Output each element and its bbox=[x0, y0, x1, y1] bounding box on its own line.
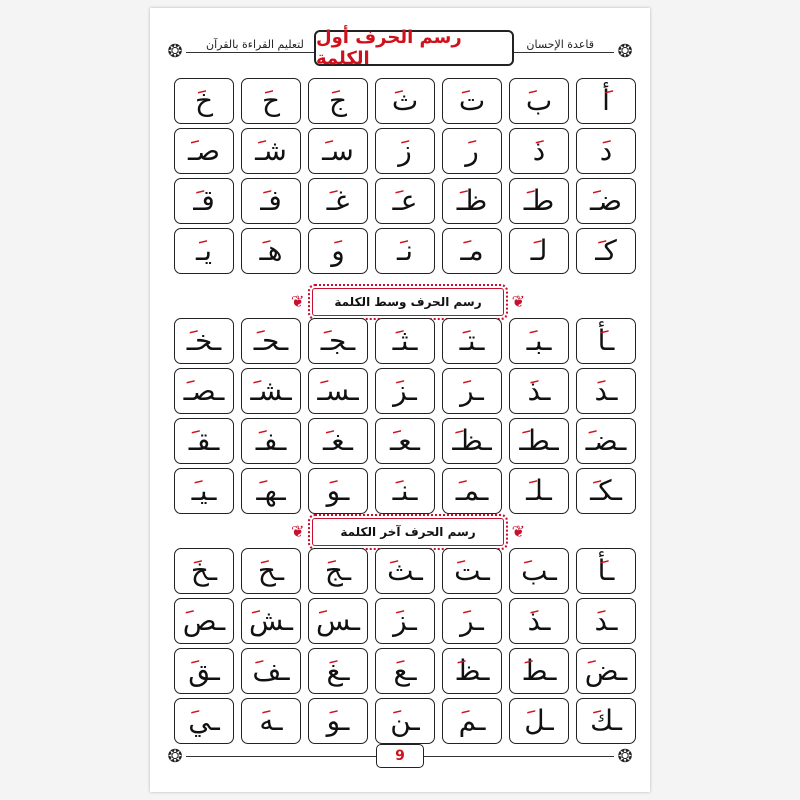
letter-glyph: هـ bbox=[259, 234, 283, 267]
letter-cell bbox=[375, 318, 435, 364]
letter-cell bbox=[576, 418, 636, 464]
letter-glyph: ـر bbox=[460, 604, 484, 637]
letter-glyph: ـه bbox=[259, 704, 283, 737]
letter-cell bbox=[375, 548, 435, 594]
letter-glyph: ـن bbox=[390, 704, 420, 737]
letter-glyph: و bbox=[331, 234, 345, 267]
letter-glyph: ـقـ bbox=[188, 424, 220, 457]
letter-cell bbox=[509, 78, 569, 124]
letter-grid-final bbox=[172, 548, 636, 744]
letter-cell bbox=[442, 228, 502, 274]
section-title-final bbox=[291, 518, 525, 546]
letter-glyph: ـخ bbox=[190, 554, 218, 587]
letter-cell bbox=[174, 548, 234, 594]
letter-glyph: ظـ bbox=[456, 184, 488, 217]
letter-cell bbox=[375, 178, 435, 224]
letter-glyph: ـج bbox=[324, 554, 352, 587]
letter-glyph: ـمـ bbox=[455, 474, 489, 507]
letter-glyph: ـلـ bbox=[526, 474, 552, 507]
letter-cell bbox=[308, 598, 368, 644]
letter-grid-middle bbox=[172, 318, 636, 514]
letter-glyph: لـ bbox=[530, 234, 548, 267]
letter-glyph: ـط bbox=[521, 654, 557, 687]
letter-cell bbox=[308, 368, 368, 414]
ornament-icon: ❂ bbox=[167, 746, 183, 767]
letter-glyph: ـظ bbox=[454, 654, 490, 687]
letter-cell bbox=[241, 228, 301, 274]
flourish-icon: ❦ bbox=[511, 522, 525, 541]
section-title-middle bbox=[291, 288, 525, 316]
letter-glyph: ـب bbox=[521, 554, 557, 587]
letter-cell bbox=[241, 128, 301, 174]
letter-cell bbox=[509, 418, 569, 464]
letter-glyph: شـ bbox=[255, 134, 287, 167]
letter-cell bbox=[576, 648, 636, 694]
letter-glyph: ـل bbox=[524, 704, 554, 737]
page-header bbox=[164, 28, 636, 70]
textbook-page bbox=[150, 8, 650, 792]
letter-cell bbox=[442, 318, 502, 364]
letter-glyph: ـت bbox=[454, 554, 490, 587]
letter-cell bbox=[174, 228, 234, 274]
letter-cell bbox=[174, 698, 234, 744]
letter-cell bbox=[174, 648, 234, 694]
letter-glyph: ـز bbox=[393, 604, 417, 637]
letter-cell bbox=[375, 418, 435, 464]
letter-glyph: ـغ bbox=[326, 654, 350, 687]
letter-glyph: ت bbox=[458, 84, 486, 117]
letter-glyph: ـك bbox=[590, 704, 622, 737]
letter-cell bbox=[576, 318, 636, 364]
letter-cell bbox=[509, 548, 569, 594]
letter-cell bbox=[442, 78, 502, 124]
ornament-icon: ❂ bbox=[167, 41, 183, 62]
letter-glyph: خ bbox=[194, 84, 214, 117]
section-title-text: رسم الحرف وسط الكلمة bbox=[334, 295, 482, 309]
letter-cell bbox=[174, 418, 234, 464]
letter-glyph: عـ bbox=[392, 184, 418, 217]
page-number: 9 bbox=[376, 744, 424, 768]
letter-cell bbox=[509, 598, 569, 644]
letter-glyph: ـس bbox=[316, 604, 360, 637]
letter-glyph: ـح bbox=[257, 554, 285, 587]
section-title-text: رسم الحرف آخر الكلمة bbox=[340, 525, 476, 539]
letter-cell bbox=[509, 178, 569, 224]
letter-cell bbox=[241, 648, 301, 694]
letter-glyph: ـيـ bbox=[191, 474, 217, 507]
letter-glyph: ـصـ bbox=[183, 374, 225, 407]
letter-cell bbox=[509, 128, 569, 174]
letter-glyph: ـجـ bbox=[320, 324, 356, 357]
letter-glyph: ـفـ bbox=[255, 424, 287, 457]
letter-cell bbox=[308, 228, 368, 274]
letter-cell bbox=[442, 548, 502, 594]
letter-glyph: مـ bbox=[460, 234, 484, 267]
letter-cell bbox=[576, 178, 636, 224]
letter-glyph: ب bbox=[525, 84, 553, 117]
letter-glyph: ـد bbox=[594, 604, 618, 637]
letter-glyph: ـأ bbox=[597, 324, 615, 357]
letter-cell bbox=[509, 228, 569, 274]
letter-cell bbox=[442, 178, 502, 224]
letter-cell bbox=[375, 648, 435, 694]
letter-cell bbox=[174, 78, 234, 124]
letter-cell bbox=[241, 698, 301, 744]
letter-glyph: سـ bbox=[322, 134, 354, 167]
letter-grid-initial bbox=[172, 78, 636, 274]
letter-cell bbox=[576, 468, 636, 514]
letter-cell bbox=[308, 698, 368, 744]
letter-cell bbox=[442, 648, 502, 694]
letter-cell bbox=[308, 418, 368, 464]
letter-cell bbox=[308, 648, 368, 694]
letter-cell bbox=[375, 368, 435, 414]
letter-cell bbox=[509, 698, 569, 744]
letter-cell bbox=[509, 368, 569, 414]
letter-cell bbox=[241, 78, 301, 124]
letter-glyph: قـ bbox=[193, 184, 215, 217]
letter-glyph: ـق bbox=[188, 654, 220, 687]
letter-glyph: ـد bbox=[594, 374, 618, 407]
letter-glyph: ـع bbox=[393, 654, 417, 687]
flourish-icon: ❦ bbox=[291, 522, 305, 541]
letter-cell bbox=[375, 468, 435, 514]
letter-glyph: ضـ bbox=[590, 184, 622, 217]
flourish-icon: ❦ bbox=[291, 292, 305, 311]
letter-glyph: ـف bbox=[252, 654, 290, 687]
letter-glyph: ـز bbox=[393, 374, 417, 407]
ornament-icon: ❂ bbox=[617, 41, 633, 62]
letter-cell bbox=[174, 318, 234, 364]
letter-glyph: ـذ bbox=[527, 604, 551, 637]
letter-glyph: ـعـ bbox=[390, 424, 420, 457]
letter-cell bbox=[375, 228, 435, 274]
letter-glyph: ـتـ bbox=[459, 324, 485, 357]
letter-cell bbox=[509, 318, 569, 364]
letter-glyph: ـظـ bbox=[452, 424, 492, 457]
letter-glyph: ـحـ bbox=[253, 324, 289, 357]
letter-cell bbox=[442, 598, 502, 644]
letter-cell bbox=[308, 178, 368, 224]
letter-cell bbox=[576, 698, 636, 744]
letter-glyph: د bbox=[599, 134, 613, 167]
letter-glyph: كـ bbox=[595, 234, 617, 267]
letter-glyph: ـنـ bbox=[392, 474, 418, 507]
letter-glyph: فـ bbox=[260, 184, 282, 217]
letter-cell bbox=[442, 368, 502, 414]
letter-cell bbox=[576, 228, 636, 274]
letter-cell bbox=[509, 468, 569, 514]
letter-cell bbox=[308, 128, 368, 174]
letter-cell bbox=[442, 418, 502, 464]
letter-glyph: ر bbox=[465, 134, 479, 167]
letter-cell bbox=[241, 548, 301, 594]
letter-glyph: ـث bbox=[387, 554, 423, 587]
letter-glyph: ـهـ bbox=[256, 474, 286, 507]
letter-cell bbox=[576, 78, 636, 124]
letter-glyph: ـر bbox=[460, 374, 484, 407]
letter-glyph: ـضـ bbox=[585, 424, 627, 457]
letter-glyph: يـ bbox=[196, 234, 212, 267]
page-footer bbox=[164, 742, 636, 772]
letter-cell bbox=[375, 128, 435, 174]
letter-glyph: ـض bbox=[584, 654, 628, 687]
letter-glyph: ـص bbox=[182, 604, 226, 637]
letter-cell bbox=[576, 128, 636, 174]
letter-glyph: ز bbox=[398, 134, 412, 167]
letter-glyph: ح bbox=[261, 84, 281, 117]
letter-glyph: نـ bbox=[397, 234, 413, 267]
page-title: رسم الحرف أول الكلمة bbox=[314, 30, 514, 66]
letter-cell bbox=[174, 598, 234, 644]
letter-cell bbox=[241, 178, 301, 224]
letter-glyph: ـو bbox=[326, 474, 350, 507]
book-title: قاعدة الإحسان bbox=[522, 38, 598, 51]
letter-cell bbox=[308, 548, 368, 594]
letter-cell bbox=[174, 178, 234, 224]
flourish-icon: ❦ bbox=[511, 292, 525, 311]
letter-cell bbox=[241, 318, 301, 364]
letter-glyph: ـطـ bbox=[519, 424, 559, 457]
letter-cell bbox=[308, 78, 368, 124]
letter-glyph: ـذ bbox=[527, 374, 551, 407]
letter-cell bbox=[442, 468, 502, 514]
letter-glyph: ـش bbox=[249, 604, 293, 637]
letter-glyph: ـم bbox=[458, 704, 486, 737]
letter-glyph: ج bbox=[328, 84, 348, 117]
letter-cell bbox=[308, 468, 368, 514]
letter-glyph: ذ bbox=[532, 134, 546, 167]
letter-cell bbox=[509, 648, 569, 694]
letter-glyph: ـغـ bbox=[323, 424, 353, 457]
letter-glyph: ـثـ bbox=[392, 324, 418, 357]
letter-glyph: ـو bbox=[326, 704, 350, 737]
letter-cell bbox=[241, 598, 301, 644]
letter-glyph: صـ bbox=[188, 134, 220, 167]
letter-cell bbox=[241, 468, 301, 514]
letter-cell bbox=[442, 128, 502, 174]
letter-cell bbox=[576, 598, 636, 644]
letter-glyph: ـخـ bbox=[186, 324, 222, 357]
letter-cell bbox=[308, 318, 368, 364]
letter-glyph: ـشـ bbox=[250, 374, 292, 407]
letter-glyph: طـ bbox=[523, 184, 555, 217]
ornament-icon: ❂ bbox=[617, 746, 633, 767]
letter-glyph: ـي bbox=[188, 704, 220, 737]
letter-cell bbox=[375, 698, 435, 744]
letter-glyph: ث bbox=[391, 84, 419, 117]
letter-glyph: غـ bbox=[326, 184, 350, 217]
letter-cell bbox=[375, 78, 435, 124]
letter-cell bbox=[442, 698, 502, 744]
letter-cell bbox=[174, 368, 234, 414]
letter-glyph: ـكـ bbox=[590, 474, 622, 507]
letter-cell bbox=[576, 368, 636, 414]
letter-cell bbox=[375, 598, 435, 644]
letter-glyph: ـبـ bbox=[526, 324, 552, 357]
book-subtitle: لتعليم القراءة بالقرآن bbox=[202, 38, 308, 51]
letter-glyph: أ bbox=[602, 84, 610, 117]
letter-cell bbox=[241, 368, 301, 414]
letter-cell bbox=[576, 548, 636, 594]
letter-cell bbox=[241, 418, 301, 464]
letter-glyph: ـأ bbox=[597, 554, 615, 587]
letter-cell bbox=[174, 468, 234, 514]
letter-cell bbox=[174, 128, 234, 174]
letter-glyph: ـسـ bbox=[317, 374, 359, 407]
